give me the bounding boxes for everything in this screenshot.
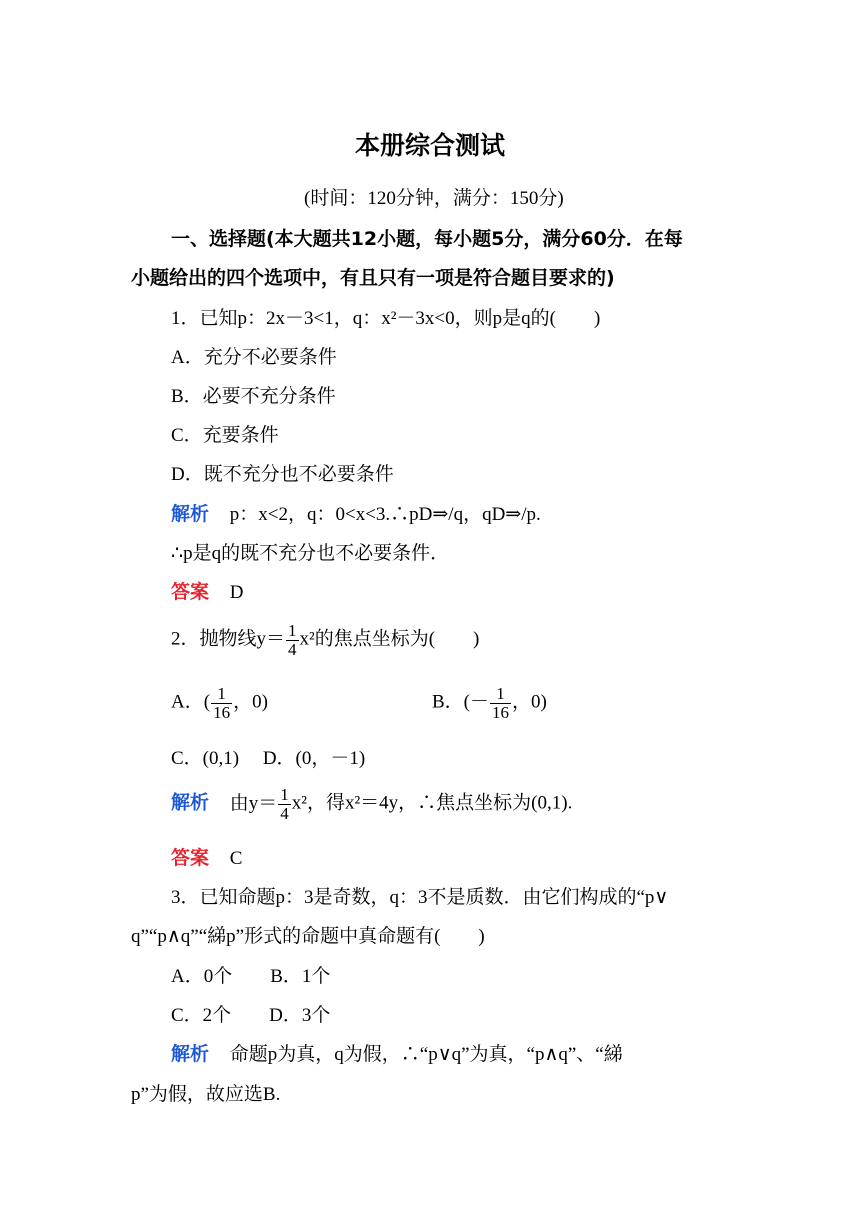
- fraction-numerator: 1: [496, 684, 505, 703]
- option-b-prefix: B．(－: [432, 691, 490, 713]
- question-3-analysis: [171, 1045, 623, 1064]
- fraction: [211, 685, 232, 722]
- question-1-stem: 1．已知p：2x－3<1，q：x²－3x<0，则p是q的( ): [171, 308, 601, 329]
- question-2-answer: [171, 849, 242, 868]
- question-2-option-b: [432, 685, 547, 722]
- fraction-denominator: 4: [280, 803, 289, 823]
- fraction: [278, 786, 291, 823]
- question-3-analysis-cont: p”为假，故应选B.: [131, 1084, 281, 1105]
- question-1-analysis: [171, 505, 541, 524]
- analysis-text: p：x<2，q：0<x<3.∴pD⇒/q，qD⇒/p.: [229, 504, 541, 525]
- question-2-options-cd: C．(0,1) D．(0，－1): [171, 748, 366, 769]
- question-2-stem-end: x²的焦点坐标为( ): [299, 628, 480, 650]
- fraction-numerator: 1: [280, 785, 289, 804]
- question-1-analysis-cont: ∴p是q的既不充分也不必要条件．: [171, 543, 450, 564]
- fraction-denominator: 4: [288, 639, 297, 659]
- question-2-stem: [171, 622, 479, 659]
- section-heading-cont: 小题给出的四个选项中，有且只有一项是符合题目要求的): [131, 267, 615, 289]
- option-a-prefix: A．(: [171, 691, 211, 713]
- fraction-numerator: 1: [217, 684, 226, 703]
- answer-label: 答案: [171, 581, 210, 603]
- analysis-text-end: x²，得x²＝4y，∴焦点坐标为(0,1).: [291, 792, 573, 814]
- analysis-text-start: 由y＝: [229, 792, 278, 814]
- question-1-option-b: B．必要不充分条件: [171, 386, 336, 407]
- question-3-options-cd: C．2个 D．3个: [171, 1005, 331, 1026]
- question-1-answer: [171, 583, 244, 602]
- fraction-denominator: 16: [492, 702, 510, 722]
- analysis-label: 解析: [171, 503, 210, 525]
- question-2-option-a: [171, 685, 268, 722]
- fraction-numerator: 1: [288, 621, 297, 640]
- question-3-stem: 3．已知命题p：3是奇数，q：3不是质数．由它们构成的“p∨: [171, 887, 669, 908]
- page-title: 本册综合测试: [354, 131, 505, 160]
- fraction: [286, 622, 299, 659]
- section-heading: 一、选择题(本大题共12小题，每小题5分，满分60分．在每: [171, 228, 683, 250]
- question-3-stem-cont: q”“p∧q”“綈p”形式的命题中真命题有( ): [131, 926, 485, 947]
- question-2-stem-start: 2．抛物线y＝: [171, 628, 286, 650]
- option-a-suffix: ，0): [233, 691, 268, 713]
- question-1-option-c: C．充要条件: [171, 425, 279, 446]
- question-1-option-a: A．充分不必要条件: [171, 347, 337, 368]
- answer-value: D: [229, 582, 244, 603]
- analysis-label: 解析: [171, 1043, 210, 1065]
- fraction-denominator: 16: [213, 702, 231, 722]
- analysis-text: 命题p为真，q为假，∴“p∨q”为真，“p∧q”、“綈: [229, 1044, 623, 1065]
- answer-value: C: [229, 848, 243, 869]
- option-b-suffix: ，0): [512, 691, 547, 713]
- question-3-options-ab: A．0个 B．1个: [171, 966, 331, 987]
- answer-label: 答案: [171, 847, 210, 869]
- fraction: [490, 685, 511, 722]
- question-1-option-d: D．既不充分也不必要条件: [171, 464, 394, 485]
- question-2-analysis: [171, 786, 572, 823]
- exam-info: (时间：120分钟，满分：150分): [304, 188, 564, 209]
- analysis-label: 解析: [171, 791, 210, 814]
